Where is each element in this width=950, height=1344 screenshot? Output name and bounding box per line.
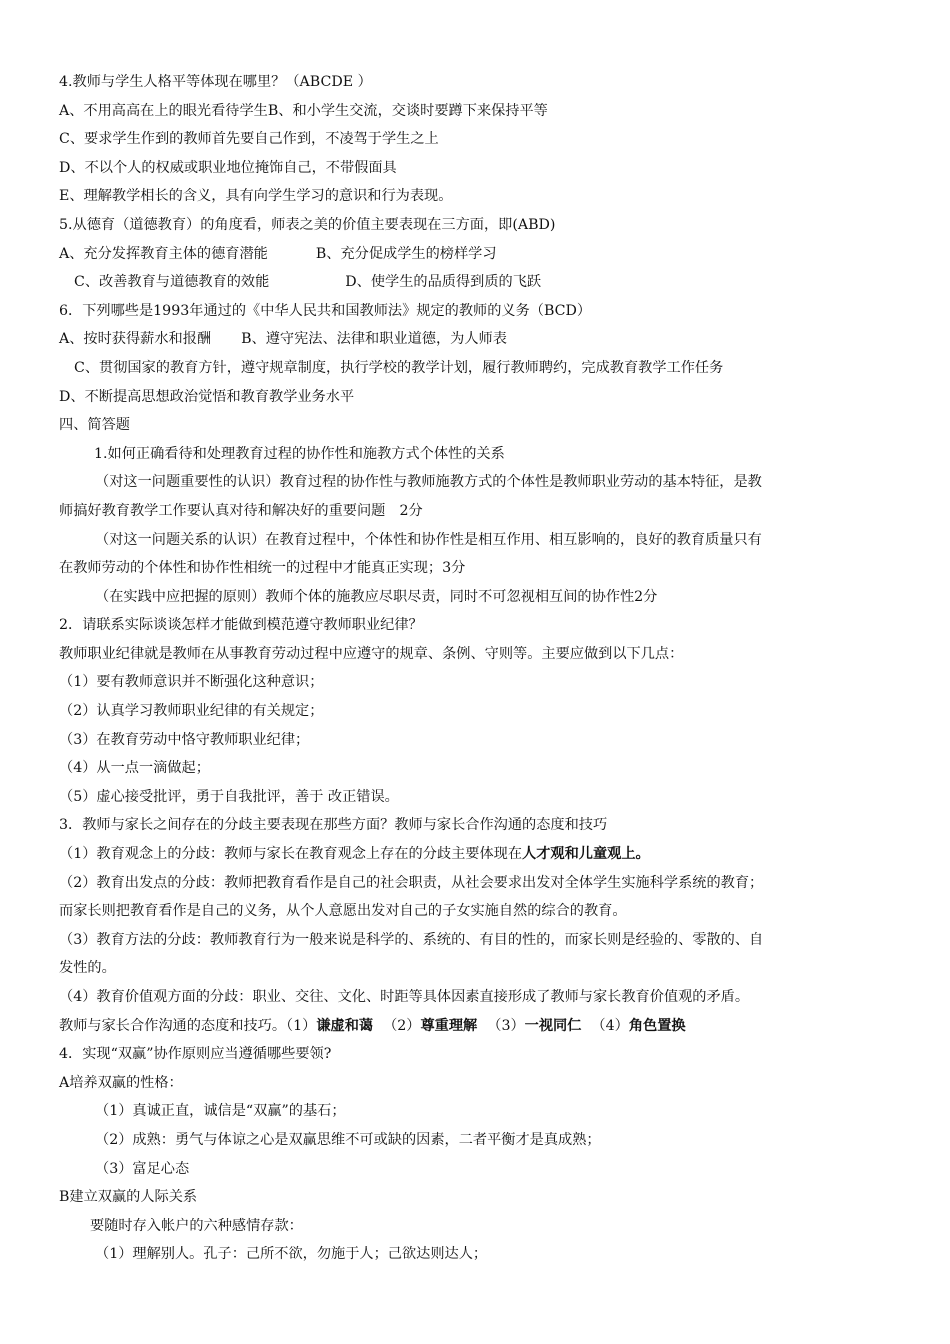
option-a-b-row: A、按时获得薪水和报酬 B、遵守宪法、法律和职业道德，为人师表 <box>59 331 507 348</box>
paragraph-line: 要随时存入帐户的六种感情存款： <box>90 1217 303 1234</box>
list-item: （4）从一点一滴做起； <box>59 760 210 777</box>
list-item: （2）教育出发点的分歧：教师把教育看作是自己的社会职责，从社会要求出发对全体学生实施科学系统的教育； <box>59 874 764 891</box>
option-a-b-row: A、充分发挥教育主体的德育潜能 B、充分促成学生的榜样学习 <box>59 245 497 262</box>
paragraph-line: （对这一问题重要性的认识）教育过程的协作性与教师施教方式的个体性是教师职业劳动的基本特征，是教 <box>95 474 762 491</box>
question-5-title: 5.从德育（道德教育）的角度看，师表之美的价值主要表现在三方面，即(ABD) <box>59 216 556 233</box>
option-d: D、不断提高思想政治觉悟和教育教学业务水平 <box>59 388 355 405</box>
paragraph-line: （在实践中应把握的原则）教师个体的施教应尽职尽责，同时不可忽视相互间的协作性2分 <box>95 588 658 605</box>
paragraph-line: （对这一问题关系的认识）在教育过程中，个体性和协作性是相互作用、相互影响的，良好的教育质量只有 <box>95 531 762 548</box>
paragraph-line: 教师职业纪律就是教师在从事教育劳动过程中应遵守的规章、条例、守则等。主要应做到以下几点： <box>59 645 684 662</box>
list-item: （3）教育方法的分歧：教师教育行为一般来说是科学的、系统的、有目的性的，而家长则是经验的、零散的、自 <box>59 931 764 948</box>
option-e: E、理解教学相长的含义，具有向学生学习的意识和行为表现。 <box>59 188 453 205</box>
list-item: （1）要有教师意识并不断强化这种意识； <box>59 674 324 691</box>
list-item: （1）教育观念上的分歧：教师与家长在教育观念上存在的分歧主要体现在人才观和儿童观上。 <box>59 846 650 863</box>
list-item: （1）真诚正直，诚信是“双赢”的基石； <box>95 1103 346 1120</box>
question-6-title: 6．下列哪些是1993年通过的《中华人民共和国教师法》规定的教师的义务（BCD） <box>59 302 592 319</box>
subheading: B建立双赢的人际关系 <box>59 1189 198 1206</box>
short-answer-2-title: 2．请联系实际谈谈怎样才能做到模范遵守教师职业纪律？ <box>59 617 423 634</box>
option-c-d-row: C、改善教育与道德教育的效能 D、使学生的品质得到质的飞跃 <box>74 274 542 291</box>
option-c: C、要求学生作到的教师首先要自己作到，不凌驾于学生之上 <box>59 131 439 148</box>
list-item: （2）认真学习教师职业纪律的有关规定； <box>59 703 324 720</box>
list-item: （3）在教育劳动中恪守教师职业纪律； <box>59 731 310 748</box>
option-c: C、贯彻国家的教育方针，遵守规章制度，执行学校的教学计划，履行教师聘约，完成教育教学工作任务 <box>74 359 724 376</box>
subheading: A培养双赢的性格： <box>59 1074 183 1091</box>
paragraph-line: 而家长则把教育看作是自己的义务，从个人意愿出发对自己的子女实施自然的综合的教育。 <box>59 903 627 920</box>
list-item: （3）富足心态 <box>95 1160 190 1177</box>
skills-line: 教师与家长合作沟通的态度和技巧。（1）谦虚和蔼 （2）尊重理解 （3）一视同仁 （4）角色置换 <box>59 1017 686 1034</box>
short-answer-1-title: 1.如何正确看待和处理教育过程的协作性和施教方式个体性的关系 <box>94 445 505 462</box>
section-heading: 四、简答题 <box>59 417 130 434</box>
list-item: （5）虚心接受批评，勇于自我批评，善于 改正错误。 <box>59 788 399 805</box>
paragraph-line: 发性的。 <box>59 960 116 977</box>
paragraph-line: 在教师劳动的个体性和协作性相统一的过程中才能真正实现；3分 <box>59 560 466 577</box>
paragraph-line: 师搞好教育教学工作要认真对待和解决好的重要问题 2分 <box>59 502 423 519</box>
list-item: （1）理解别人。孔子：己所不欲，勿施于人；己欲达则达人； <box>95 1246 488 1263</box>
option-a-b: A、不用高高在上的眼光看待学生B、和小学生交流，交谈时要蹲下来保持平等 <box>59 102 548 119</box>
question-4-title: 4.教师与学生人格平等体现在哪里？（ABCDE ） <box>59 74 372 90</box>
list-item: （4）教育价值观方面的分歧：职业、交往、文化、时距等具体因素直接形成了教师与家长教育价值观的矛盾。 <box>59 989 750 1005</box>
option-d: D、不以个人的权威或职业地位掩饰自己，不带假面具 <box>59 159 397 176</box>
list-item: （2）成熟：勇气与体谅之心是双赢思维不可或缺的因素，二者平衡才是真成熟； <box>95 1131 601 1148</box>
short-answer-3-title: 3．教师与家长之间存在的分歧主要表现在那些方面？教师与家长合作沟通的态度和技巧 <box>59 817 608 834</box>
short-answer-4-title: 4．实现“双赢”协作原则应当遵循哪些要领? <box>59 1046 332 1063</box>
